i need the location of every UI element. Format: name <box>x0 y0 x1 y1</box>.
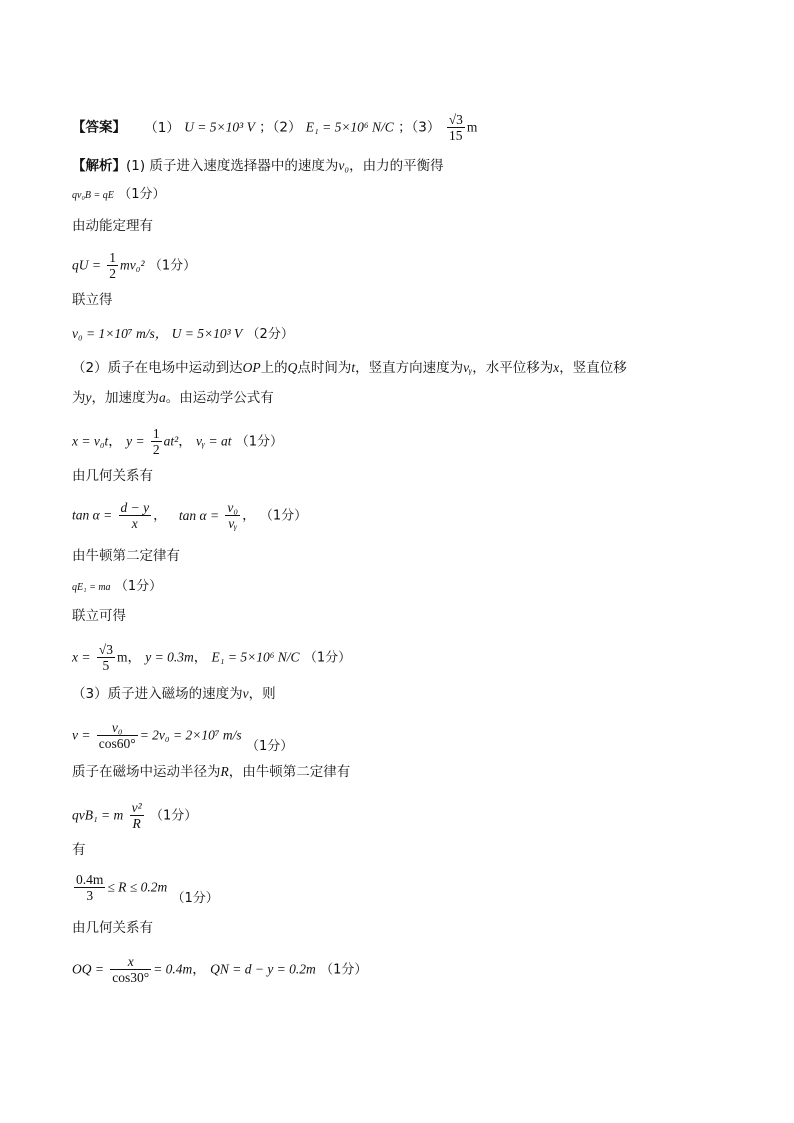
analysis-text: 由几何关系有 <box>72 920 153 936</box>
analysis-text: （3）质子进入磁场的速度为 <box>72 686 243 702</box>
unit: m <box>116 649 128 665</box>
eq-vy: vᵧ = at <box>195 433 232 449</box>
var-op: OP <box>242 360 261 375</box>
score-label: （1分） <box>303 650 352 666</box>
analysis-text: （2）质子在电场中运动到达 <box>72 360 243 376</box>
score-label: （1分） <box>118 187 166 202</box>
eq-kinetic-fraction <box>107 250 118 281</box>
answer-label: 【答案】 <box>72 119 126 136</box>
analysis-label: 【解析】 <box>72 158 126 174</box>
eq-lorentz-lhs: qvB₁ = m <box>72 807 124 823</box>
score-label: （1分） <box>259 508 308 524</box>
eq-result-1: v₀ = 1×10⁷ m/s， U = 5×10³ V <box>72 326 243 341</box>
eq-oq-fraction <box>110 954 151 985</box>
var-a: a <box>159 390 166 405</box>
var-t: t <box>351 360 356 375</box>
comma: ， <box>108 433 122 450</box>
fraction-den: 2 <box>152 442 160 457</box>
answer-part2-index: ；（2） <box>259 119 302 136</box>
eq-qn: QN = d − y = 0.2m <box>210 961 316 977</box>
fraction-num: d − y <box>120 500 150 515</box>
fraction-den: 5 <box>102 658 110 673</box>
eq-x-fraction <box>97 642 115 673</box>
analysis-text: 。由运动学公式有 <box>165 390 274 406</box>
eq-force-balance: qv₀B = qE <box>72 190 114 201</box>
fraction-num: 1 <box>152 426 160 441</box>
fraction-num: v₀ <box>227 500 239 515</box>
analysis-text: 有 <box>72 842 86 858</box>
answer-fraction-num: √3 <box>448 112 463 127</box>
analysis-text: (1) 质子进入速度选择器中的速度为 <box>126 158 339 174</box>
eq-v-rhs: = 2v₀ = 2×10⁷ m/s <box>139 727 242 743</box>
score-label: （1分） <box>320 962 368 978</box>
fraction-num: v₀ <box>97 720 138 736</box>
eq-kinetic-rhs: mv₀² <box>120 257 145 273</box>
eq-newton: qE₁ = ma <box>72 582 111 593</box>
analysis-text: 由牛顿第二定律有 <box>72 548 180 564</box>
answer-part3-index: ；（3） <box>398 119 441 136</box>
eq-y-value: y = 0.3m <box>145 649 194 665</box>
equation-velocity <box>72 720 294 754</box>
eq-v-fraction <box>97 720 138 751</box>
eq-lorentz-fraction <box>130 800 144 831</box>
answer-fraction <box>447 112 465 143</box>
analysis-text: ，则 <box>248 686 276 702</box>
score-label: （1分） <box>235 434 284 450</box>
eq-v-lhs: v = <box>72 727 91 743</box>
score-label: （1分） <box>148 258 197 274</box>
eq-y-lhs: y = <box>126 433 145 449</box>
comma: ， <box>153 507 167 524</box>
equation-oq-qn <box>72 954 367 985</box>
text-geometry-2 <box>72 918 153 938</box>
equation-result-2 <box>72 642 351 673</box>
fraction-den: cos60° <box>98 736 136 751</box>
text-geometry <box>72 466 153 486</box>
var-v0: v₀ <box>338 158 350 173</box>
analysis-text: ，由牛顿第二定律有 <box>228 764 351 780</box>
analysis-text: 联立可得 <box>72 608 126 624</box>
text-have <box>72 840 86 860</box>
var-y: y <box>85 390 92 405</box>
part2-line-2 <box>72 388 274 408</box>
eq-x: x = v₀t <box>72 433 109 449</box>
var-v: v <box>242 686 249 701</box>
analysis-text: 点时间为 <box>297 360 352 376</box>
answer-voltage: U = 5×10³ V <box>184 119 255 135</box>
var-vy: vᵧ <box>463 360 473 375</box>
comma: ， <box>127 649 141 666</box>
eq-y-fraction <box>151 426 162 457</box>
eq-tan-fraction <box>119 500 152 531</box>
answer-line <box>72 112 477 143</box>
text-combine-get <box>72 606 126 626</box>
analysis-text: 联立得 <box>72 292 113 308</box>
fraction-den: 3 <box>86 888 94 903</box>
fraction-num: 0.4m <box>76 872 104 887</box>
var-x: x <box>553 360 560 375</box>
analysis-text: ，水平位移为 <box>472 360 554 376</box>
analysis-text: 上的 <box>260 360 288 376</box>
eq-range-rhs: ≤ R ≤ 0.2m <box>107 879 168 895</box>
analysis-text: 为 <box>72 390 86 406</box>
analysis-text: ，竖直方向速度为 <box>355 360 464 376</box>
fraction-den: 2 <box>109 266 117 281</box>
equation-newton <box>72 576 162 598</box>
score-label: （1分） <box>245 738 294 754</box>
equation-result-1 <box>72 324 294 345</box>
answer-field: E₁ = 5×10⁶ N/C <box>305 119 394 135</box>
analysis-text: ，加速度为 <box>91 390 159 406</box>
analysis-text: ，由力的平衡得 <box>349 158 444 174</box>
equation-radius-range <box>72 872 219 906</box>
fraction-num: v² <box>131 800 142 815</box>
equation-kinetic <box>72 250 196 281</box>
score-label: （2分） <box>246 327 294 342</box>
text-radius <box>72 762 350 782</box>
fraction-den: vᵧ <box>228 516 238 531</box>
equation-lorentz <box>72 800 197 831</box>
eq-e1-value: E₁ = 5×10⁶ N/C <box>211 649 300 665</box>
analysis-text: 由几何关系有 <box>72 468 153 484</box>
part2-line-1 <box>72 358 627 378</box>
eq-tan-lhs: tan α = <box>72 507 113 523</box>
eq-range-fraction <box>74 872 105 903</box>
fraction-num: x <box>110 954 151 970</box>
equation-force-balance <box>72 184 165 206</box>
eq-y-rhs: at² <box>163 433 179 449</box>
var-q: Q <box>287 360 298 375</box>
eq-tan2-fraction <box>225 500 240 531</box>
eq-tan2-lhs: tan α = <box>178 507 220 523</box>
var-r: R <box>220 764 229 779</box>
score-label: （1分） <box>114 579 163 594</box>
equation-kinematics <box>72 426 283 457</box>
text-combine <box>72 290 113 310</box>
comma: ， <box>178 433 192 450</box>
equation-tan <box>72 500 307 531</box>
analysis-text: 由动能定理有 <box>72 218 153 234</box>
comma: ， <box>192 961 206 978</box>
fraction-den: cos30° <box>112 970 150 985</box>
eq-oq-rhs: = 0.4m <box>153 961 193 977</box>
answer-fraction-den: 15 <box>449 128 463 143</box>
answer-unit: m <box>466 119 478 135</box>
part3-line <box>72 684 276 704</box>
fraction-den: R <box>132 816 141 831</box>
fraction-num: 1 <box>109 250 117 265</box>
fraction-den: x <box>131 516 138 531</box>
score-label: （1分） <box>171 890 219 906</box>
analysis-line-1 <box>72 156 444 176</box>
text-kinetic-energy-theorem <box>72 216 153 236</box>
analysis-text: 质子在磁场中运动半径为 <box>72 764 221 780</box>
comma: ， <box>242 507 256 524</box>
text-newton <box>72 546 180 566</box>
comma: ， <box>193 649 208 666</box>
answer-part1-index: （1） <box>144 119 180 136</box>
score-label: （1分） <box>149 808 198 824</box>
eq-x-lhs: x = <box>72 649 91 665</box>
fraction-num: √3 <box>98 642 113 657</box>
analysis-text: ，竖直位移 <box>559 360 627 376</box>
eq-oq-lhs: OQ = <box>72 961 104 977</box>
eq-kinetic-lhs: qU = <box>72 257 101 273</box>
